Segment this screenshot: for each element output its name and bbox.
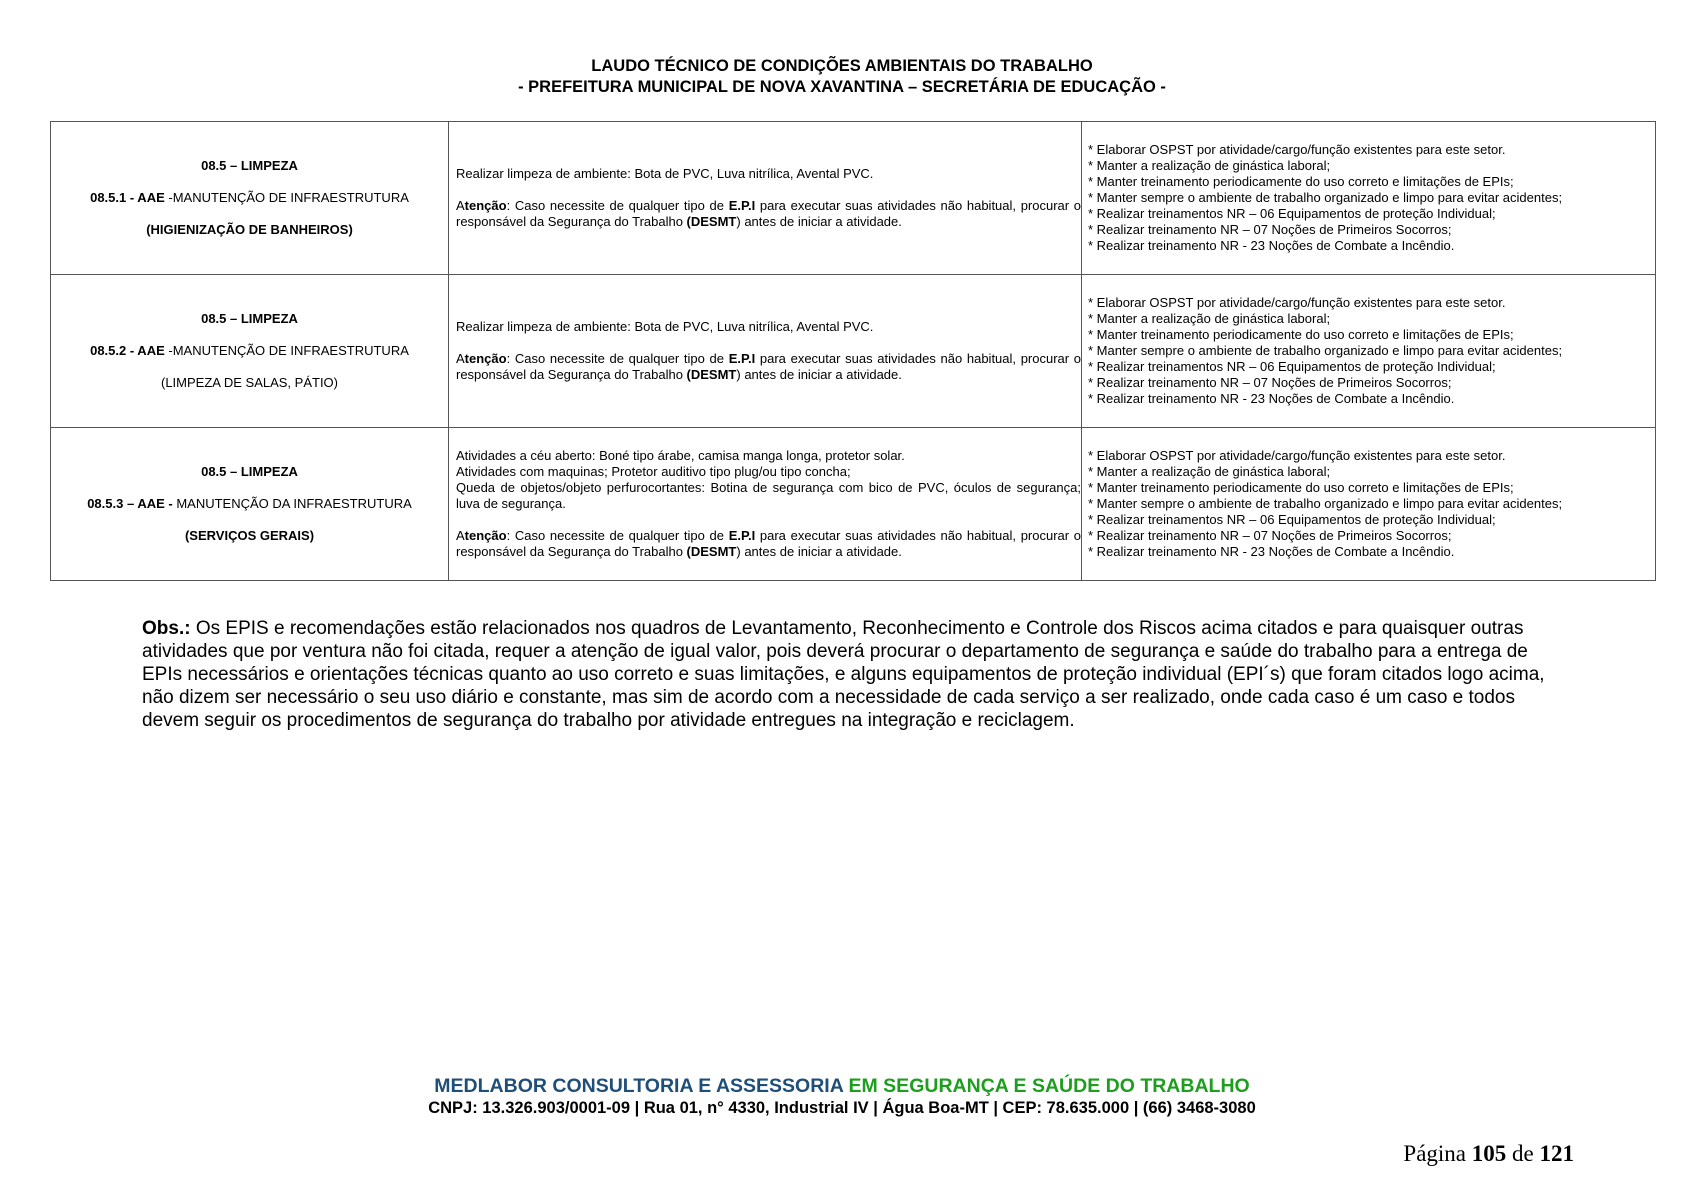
sector-code-line: [51, 190, 448, 206]
page-prefix: Página: [1403, 1141, 1472, 1166]
recommendation-item: * Manter sempre o ambiente de trabalho organizado e limpo para evitar acidentes;: [1088, 343, 1563, 358]
recommendation-item: * Realizar treinamento NR – 07 Noções de Primeiros Socorros;: [1088, 375, 1452, 390]
risk-control-table: [50, 121, 1656, 581]
attention-note: [456, 198, 1081, 230]
header-subtitle: - PREFEITURA MUNICIPAL DE NOVA XAVANTINA – SECRETÁRIA DE EDUCAÇÃO -: [518, 78, 1166, 96]
recommendation-item: * Elaborar OSPST por atividade/cargo/função existentes para este setor.: [1088, 295, 1506, 310]
sector-subtitle: (SERVIÇOS GERAIS): [184, 528, 315, 543]
sector-subtitle: (LIMPEZA DE SALAS, PÁTIO): [161, 375, 338, 390]
table-row: [51, 122, 1656, 275]
footer-company: [0, 1075, 1684, 1097]
recommendation-item: * Realizar treinamento NR – 07 Noções de Primeiros Socorros;: [1088, 528, 1452, 543]
sector-code-line: [51, 496, 448, 512]
recommendation-item: * Realizar treinamentos NR – 06 Equipamentos de proteção Individual;: [1088, 359, 1496, 374]
recommendations-cell: [1082, 275, 1656, 428]
header-title: LAUDO TÉCNICO DE CONDIÇÕES AMBIENTAIS DO TRABALHO: [591, 57, 1093, 75]
recommendation-item: * Realizar treinamento NR - 23 Noções de Combate a Incêndio.: [1088, 544, 1455, 559]
attention-c: : Caso necessite de qualquer tipo de: [506, 528, 729, 543]
page-number: [1403, 1141, 1574, 1167]
attention-e: para executar suas atividades não habitual, procurar o responsável da Segurança do Trabalho: [456, 528, 1082, 559]
recommendation-item: * Manter treinamento periodicamente do uso correto e limitações de EPIs;: [1088, 174, 1514, 189]
footer-address: CNPJ: 13.326.903/0001-09 | Rua 01, n° 4330, Industrial IV | Água Boa-MT | CEP: 78.635.000 | (66) 3468-3080: [428, 1099, 1256, 1117]
obs-text: Os EPIS e recomendações estão relacionados nos quadros de Levantamento, Reconhecimento e Controle dos Riscos acima citados e para quaisquer outras atividades que por ventura não foi citada, requer a atenção de igual valor, pois deverá procurar o departamento de segurança e saúde do trabalho para a entrega de EPIs necessários e orientações técnicas quanto ao uso correto e suas limitações, e alguns equipamentos de proteção individual (EPI´s) que foram citados logo acima, não dizem ser necessário o seu uso diário e constante, mas sim de acordo com a necessidade de cada serviço a ser realizado, onde cada caso é um caso e todos devem seguir os procedimentos de segurança do trabalho por atividade entregues na integração e reciclagem.: [142, 618, 1545, 731]
sector-cell: [51, 275, 449, 428]
epi-line: Realizar limpeza de ambiente: Bota de PVC, Luva nitrílica, Avental PVC.: [456, 319, 874, 334]
epi-line: Realizar limpeza de ambiente: Bota de PVC, Luva nitrílica, Avental PVC.: [456, 166, 874, 181]
recommendation-item: * Manter a realização de ginástica laboral;: [1088, 158, 1331, 173]
epi-line: Atividades com maquinas; Protetor auditivo tipo plug/ou tipo concha;: [456, 464, 851, 479]
footer-company-green: EM SEGURANÇA E SAÚDE DO TRABALHO: [843, 1075, 1250, 1097]
attention-note: [456, 528, 1081, 560]
recommendation-item: * Manter treinamento periodicamente do uso correto e limitações de EPIs;: [1088, 327, 1514, 342]
epi-line: Atividades a céu aberto: Boné tipo árabe, camisa manga longa, protetor solar.: [456, 448, 905, 463]
attention-a: A: [456, 351, 465, 366]
attention-g: ) antes de iniciar a atividade.: [736, 214, 902, 229]
sector-code-rest: -MANUTENÇÃO DE INFRAESTRUTURA: [164, 343, 409, 358]
sector-cell: [51, 122, 449, 275]
recommendations-cell: [1082, 428, 1656, 581]
attention-desmt: (DESMT: [686, 544, 737, 559]
epi-cell: [449, 275, 1082, 428]
recommendation-item: * Manter sempre o ambiente de trabalho organizado e limpo para evitar acidentes;: [1088, 496, 1563, 511]
recommendation-item: * Elaborar OSPST por atividade/cargo/função existentes para este setor.: [1088, 448, 1506, 463]
recommendation-item: * Manter sempre o ambiente de trabalho organizado e limpo para evitar acidentes;: [1088, 190, 1563, 205]
page-total: 121: [1539, 1141, 1574, 1166]
attention-e: para executar suas atividades não habitual, procurar o responsável da Segurança do Trabalho: [456, 351, 1082, 382]
page-sep: de: [1506, 1141, 1540, 1166]
recommendation-item: * Realizar treinamento NR - 23 Noções de Combate a Incêndio.: [1088, 391, 1455, 406]
table-row: [51, 275, 1656, 428]
attention-b: tenção: [464, 351, 507, 366]
epi-cell: [449, 428, 1082, 581]
attention-c: : Caso necessite de qualquer tipo de: [506, 198, 729, 213]
recommendation-item: * Elaborar OSPST por atividade/cargo/função existentes para este setor.: [1088, 142, 1506, 157]
sector-code-rest: -MANUTENÇÃO DE INFRAESTRUTURA: [164, 190, 409, 205]
sector-title: 08.5 – LIMPEZA: [201, 158, 298, 173]
obs-label: Obs.:: [142, 618, 191, 639]
attention-g: ) antes de iniciar a atividade.: [736, 367, 902, 382]
page-current: 105: [1471, 1141, 1507, 1166]
attention-g: ) antes de iniciar a atividade.: [736, 544, 902, 559]
recommendation-item: * Realizar treinamentos NR – 06 Equipamentos de proteção Individual;: [1088, 512, 1496, 527]
sector-title: 08.5 – LIMPEZA: [201, 311, 298, 326]
recommendation-item: * Manter a realização de ginástica laboral;: [1088, 311, 1331, 326]
attention-desmt: (DESMT: [686, 367, 737, 382]
attention-desmt: (DESMT: [686, 214, 737, 229]
attention-epi: E.P.I: [728, 351, 756, 366]
sector-code: 08.5.2 - AAE: [90, 343, 165, 358]
observation-paragraph: [142, 617, 1548, 732]
attention-a: A: [456, 528, 465, 543]
sector-cell: [51, 428, 449, 581]
sector-code-rest: MANUTENÇÃO DA INFRAESTRUTURA: [172, 496, 412, 511]
attention-epi: E.P.I: [728, 198, 756, 213]
table-row: [51, 428, 1656, 581]
recommendations-cell: [1082, 122, 1656, 275]
recommendation-item: * Realizar treinamento NR - 23 Noções de Combate a Incêndio.: [1088, 238, 1455, 253]
epi-cell: [449, 122, 1082, 275]
recommendation-item: * Realizar treinamento NR – 07 Noções de Primeiros Socorros;: [1088, 222, 1452, 237]
attention-epi: E.P.I: [728, 528, 756, 543]
attention-b: tenção: [464, 528, 507, 543]
attention-c: : Caso necessite de qualquer tipo de: [506, 351, 729, 366]
sector-subtitle: (HIGIENIZAÇÃO DE BANHEIROS): [146, 222, 353, 237]
sector-title: 08.5 – LIMPEZA: [201, 464, 298, 479]
attention-a: A: [456, 198, 465, 213]
recommendation-item: * Manter a realização de ginástica laboral;: [1088, 464, 1331, 479]
recommendation-item: * Realizar treinamentos NR – 06 Equipamentos de proteção Individual;: [1088, 206, 1496, 221]
footer-company-blue: MEDLABOR CONSULTORIA E ASSESSORIA: [434, 1075, 844, 1097]
sector-code: 08.5.1 - AAE: [90, 190, 165, 205]
epi-line: Queda de objetos/objeto perfurocortantes: Botina de segurança com bico de PVC, óculos de segurança; luva de segurança.: [456, 480, 1081, 511]
recommendation-item: * Manter treinamento periodicamente do uso correto e limitações de EPIs;: [1088, 480, 1514, 495]
attention-note: [456, 351, 1081, 383]
attention-e: para executar suas atividades não habitual, procurar o responsável da Segurança do Trabalho: [456, 198, 1082, 229]
sector-code-line: [51, 343, 448, 359]
attention-b: tenção: [464, 198, 507, 213]
sector-code: 08.5.3 – AAE -: [87, 496, 173, 511]
document-header: [0, 56, 1684, 98]
